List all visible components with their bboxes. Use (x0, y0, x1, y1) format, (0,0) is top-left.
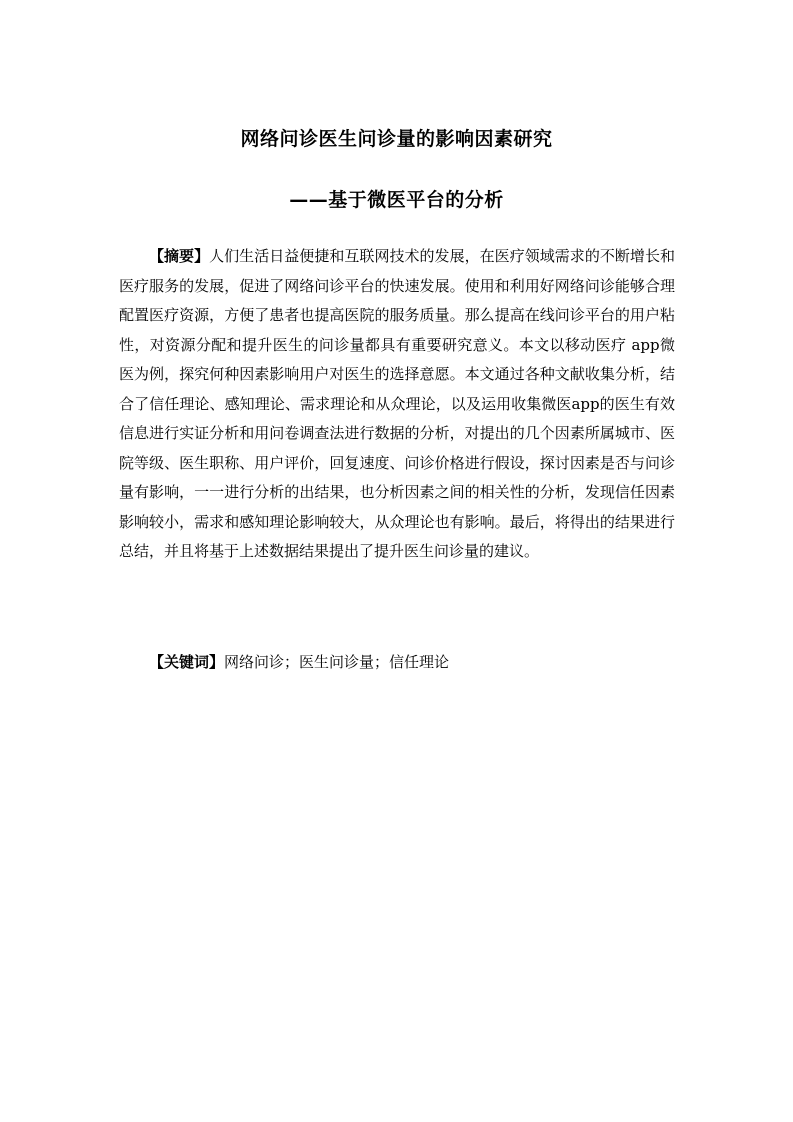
abstract-label: 【摘要】 (149, 247, 210, 265)
paper-title: 网络问诊医生问诊量的影响因素研究 (240, 128, 553, 150)
keywords-text: 网络问诊；医生问诊量；信任理论 (224, 653, 450, 671)
paper-subtitle: ——基于微医平台的分析 (289, 189, 504, 211)
abstract-text: 人们生活日益便捷和互联网技术的发展，在医疗领域需求的不断增长和医疗服务的发展，促进了网络问诊平台的快速发展。使用和利用好网络问诊能够合理配置医疗资源，方便了患者也提高医院的服务质量。那么提高在线问诊平台的用户粘性，对资源分配和提升医生的问诊量都具有重要研究意义。本文以移动医疗 app微医为例，探究何种因素影响用户对医生的选择意愿。本文通过各种文献收集分析，结合了信任理论、感知理论、需求理论和从众理论，以及运用收集微医app的医生有效信息进行实证分析和用问卷调查法进行数据的分析，对提出的几个因素所属城市、医院等级、医生职称、用户评价，回复速度、问诊价格进行假设，探讨因素是否与问诊量有影响，一一进行分析的出结果，也分析因素之间的相关性的分析，发现信任因素影响较小，需求和感知理论影响较大，从众理论也有影响。最后，将得出的结果进行总结，并且将基于上述数据结果提出了提升医生问诊量的建议。 (119, 247, 675, 560)
keywords-paragraph (119, 648, 675, 676)
keywords-label: 【关键词】 (149, 653, 225, 671)
abstract-paragraph (119, 242, 675, 567)
